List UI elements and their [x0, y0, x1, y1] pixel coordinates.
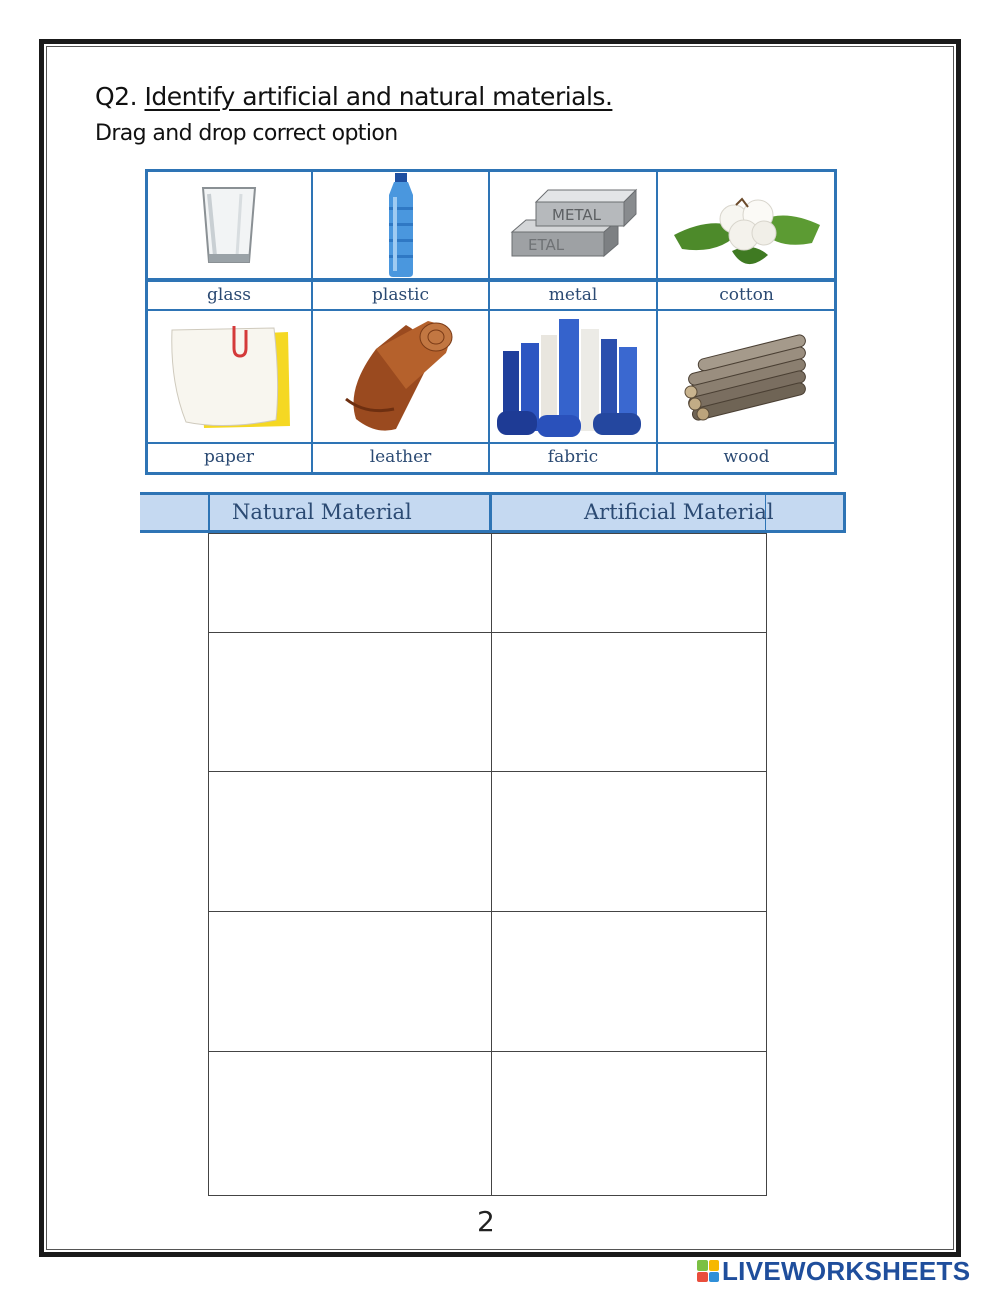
wood-logs-icon	[677, 332, 817, 422]
question-title	[95, 82, 612, 111]
material-label-fabric[interactable]: fabric	[488, 442, 658, 475]
drop-zone-artificial-2[interactable]	[491, 632, 767, 772]
logo-wordmark: LIVEWORKSHEETS	[722, 1255, 971, 1286]
header-natural: Natural Material	[232, 500, 412, 524]
metal-bars-icon	[506, 180, 640, 270]
leather-rolls-icon	[336, 319, 466, 435]
cotton-icon	[672, 185, 822, 265]
material-cell-plastic	[311, 169, 490, 280]
fabric-rolls-icon	[497, 315, 649, 439]
drop-zone-natural-5[interactable]	[208, 1051, 492, 1196]
material-label-wood[interactable]: wood	[656, 442, 837, 475]
material-label-cotton[interactable]: cotton	[656, 280, 837, 311]
drop-zone-natural-2[interactable]	[208, 632, 492, 772]
header-divider-mid	[489, 492, 492, 533]
material-cell-wood	[656, 309, 837, 444]
header-artificial: Artificial Material	[584, 500, 774, 524]
material-label-metal[interactable]: metal	[488, 280, 658, 311]
question-number: Q2.	[95, 82, 138, 111]
material-label-leather[interactable]: leather	[311, 442, 490, 475]
drop-zone-artificial-4[interactable]	[491, 911, 767, 1052]
material-cell-paper	[145, 309, 313, 444]
paper-icon	[164, 322, 294, 432]
material-cell-cotton	[656, 169, 837, 280]
plastic-bottle-icon	[383, 173, 419, 277]
material-label-plastic[interactable]: plastic	[311, 280, 490, 311]
metal-image-text: METAL	[552, 205, 602, 224]
svg-text:ETAL: ETAL	[528, 235, 565, 254]
drop-zone-natural-4[interactable]	[208, 911, 492, 1052]
material-label-paper[interactable]: paper	[145, 442, 313, 475]
material-cell-leather	[311, 309, 490, 444]
header-divider-left	[208, 492, 210, 533]
logo-mark-icon	[697, 1260, 719, 1282]
material-cell-glass	[145, 169, 313, 280]
question-instruction: Drag and drop correct option	[95, 121, 398, 146]
drop-zone-artificial-3[interactable]	[491, 771, 767, 912]
drop-zone-artificial-1[interactable]	[491, 533, 767, 633]
drop-zone-artificial-5[interactable]	[491, 1051, 767, 1196]
question-text: Identify artificial and natural materials.	[144, 82, 613, 111]
liveworksheets-logo[interactable]	[697, 1255, 971, 1286]
material-cell-fabric	[488, 309, 658, 444]
material-label-glass[interactable]: glass	[145, 280, 313, 311]
glass-icon	[199, 184, 259, 266]
page-number: 2	[477, 1205, 495, 1238]
material-cell-metal	[488, 169, 658, 280]
drop-zone-natural-1[interactable]	[208, 533, 492, 633]
drop-zone-natural-3[interactable]	[208, 771, 492, 912]
